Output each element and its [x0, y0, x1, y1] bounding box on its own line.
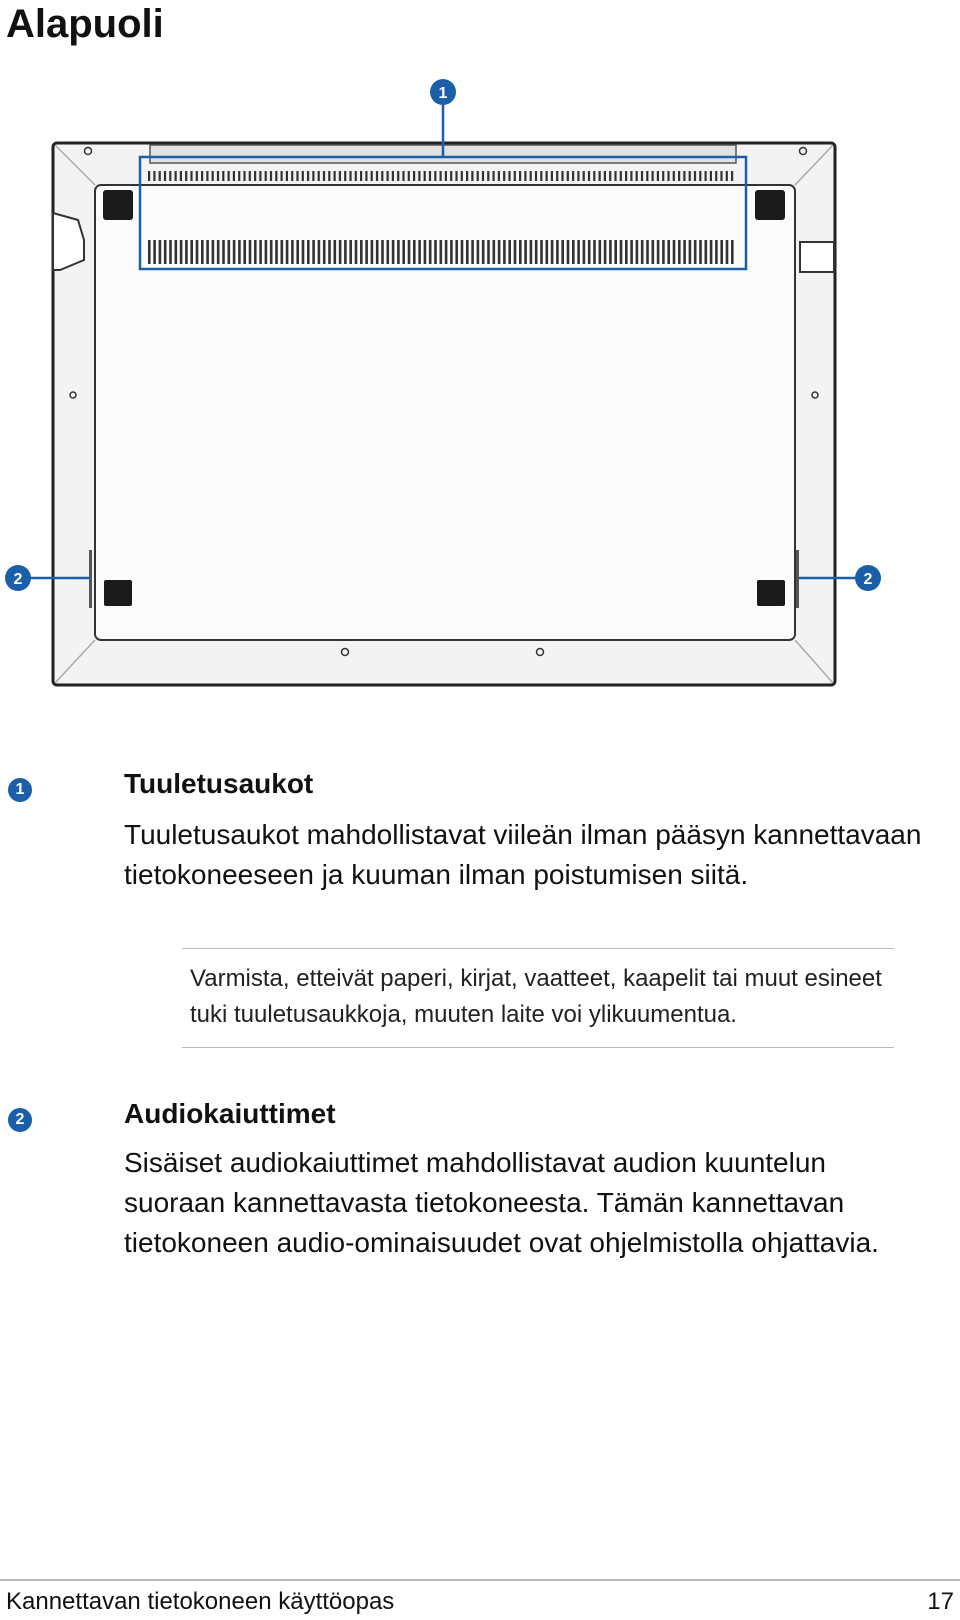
rubber-foot-top-left [103, 190, 133, 220]
vent-slot [233, 240, 236, 264]
vent-slot [604, 171, 606, 181]
footer-rule [0, 1579, 960, 1581]
vent-slot [678, 171, 680, 181]
vent-slot [323, 171, 325, 181]
vent-slot [397, 171, 399, 181]
vent-slot [678, 240, 681, 264]
vent-slot [572, 240, 575, 264]
svg-text:2: 2 [13, 571, 23, 588]
vent-slot [222, 171, 224, 181]
vent-slot [567, 171, 569, 181]
vent-slot [196, 240, 199, 264]
vent-slot [710, 240, 713, 264]
vent-slot [371, 171, 373, 181]
vent-slot [593, 171, 595, 181]
vent-slot [466, 171, 468, 181]
vent-slot [689, 171, 691, 181]
vent-slot [434, 240, 437, 264]
vent-slot [249, 171, 251, 181]
vent-slot [508, 240, 511, 264]
vent-slot [376, 240, 379, 264]
vent-slot [551, 171, 553, 181]
vent-slot [455, 240, 458, 264]
vent-slot [344, 171, 346, 181]
vent-slot [593, 240, 596, 264]
vent-slot [228, 171, 230, 181]
vent-slot [556, 171, 558, 181]
vent-slot [418, 171, 420, 181]
vent-slot [546, 171, 548, 181]
vent-slot [667, 240, 670, 264]
vent-slot [392, 240, 395, 264]
vent-slot [365, 171, 367, 181]
vent-slot [535, 171, 537, 181]
vent-slot [185, 171, 187, 181]
vent-slot [699, 240, 702, 264]
vent-slot [530, 240, 533, 264]
vent-slot [180, 171, 182, 181]
vent-slot [243, 240, 246, 264]
side-port [800, 242, 834, 272]
vent-slot [487, 171, 489, 181]
vent-slot [577, 240, 580, 264]
vent-slot [503, 240, 506, 264]
vent-slot [652, 240, 655, 264]
vent-slot [487, 240, 490, 264]
vent-slot [614, 240, 617, 264]
vent-slot [408, 240, 411, 264]
vent-slot [424, 240, 427, 264]
vent-slot [445, 240, 448, 264]
vent-slot [445, 171, 447, 181]
vent-slot [307, 171, 309, 181]
speaker-right [796, 550, 799, 608]
vent-slot [424, 171, 426, 181]
vent-slot [498, 171, 500, 181]
vent-slot [625, 171, 627, 181]
vent-slot [614, 171, 616, 181]
vent-slot [169, 240, 172, 264]
vent-slot [265, 171, 267, 181]
vent-slot [720, 240, 723, 264]
vent-slot [530, 171, 532, 181]
vent-slot [503, 171, 505, 181]
vent-slot [270, 240, 273, 264]
vent-slot [450, 240, 453, 264]
vent-slot [169, 171, 171, 181]
vent-slot [259, 240, 262, 264]
vent-slot [413, 240, 416, 264]
vent-slot [540, 240, 543, 264]
section-2-badge: 2 [8, 1108, 32, 1132]
vent-slot [243, 171, 245, 181]
rubber-foot-bottom-right [757, 580, 785, 606]
vent-slot [429, 240, 432, 264]
vent-slot [524, 171, 526, 181]
vent-slot [238, 171, 240, 181]
vent-slot [620, 240, 623, 264]
vent-slot [726, 240, 729, 264]
vent-slot [667, 171, 669, 181]
vent-slot [312, 240, 315, 264]
callout-2-right [855, 565, 881, 591]
vent-slot [461, 171, 463, 181]
vent-slot [413, 171, 415, 181]
vent-slot [339, 240, 342, 264]
vent-slot [599, 171, 601, 181]
vent-slot [508, 171, 510, 181]
vent-slot [334, 171, 336, 181]
vent-slot [212, 171, 214, 181]
vent-slot [402, 171, 404, 181]
vent-slot [286, 171, 288, 181]
rubber-foot-top-right [755, 190, 785, 220]
vent-slot [471, 171, 473, 181]
vent-slot [355, 240, 358, 264]
page-title: Alapuoli [6, 2, 164, 46]
vent-slot [349, 240, 352, 264]
vent-slot [731, 240, 734, 264]
vent-slot [440, 171, 442, 181]
vent-slot [551, 240, 554, 264]
vent-slot [620, 171, 622, 181]
vent-slot [519, 240, 522, 264]
vent-slot [376, 171, 378, 181]
vent-slot [609, 240, 612, 264]
svg-text:1: 1 [438, 85, 448, 102]
vent-slot [434, 171, 436, 181]
vent-slot [148, 171, 150, 181]
vent-slot [381, 240, 384, 264]
vent-slot [641, 240, 644, 264]
vent-slot [185, 240, 188, 264]
vent-slot [604, 240, 607, 264]
vent-slot [440, 240, 443, 264]
vent-slot [286, 240, 289, 264]
vent-slot [583, 240, 586, 264]
vent-slot [498, 240, 501, 264]
vent-slot [418, 240, 421, 264]
vent-slot [588, 240, 591, 264]
vent-slot [408, 171, 410, 181]
vent-slot [599, 240, 602, 264]
vent-slot [646, 240, 649, 264]
vent-slot [206, 240, 209, 264]
vent-slot [318, 240, 321, 264]
vent-slot [699, 171, 701, 181]
section-2-text: Sisäiset audiokaiuttimet mahdollistavat audion kuuntelun suoraan kannettavasta tietokoneesta. Tämän kannettavan tietokoneen audio-ominaisuudet ovat ohjelmistolla ohjattavia. [124, 1147, 879, 1258]
vent-slot [291, 240, 294, 264]
vent-slot [477, 171, 479, 181]
vent-slot [312, 171, 314, 181]
vent-slot [334, 240, 337, 264]
vent-slot [657, 171, 659, 181]
vent-slot [387, 171, 389, 181]
vent-slot [190, 240, 193, 264]
vent-slot [249, 240, 252, 264]
vent-slot [493, 240, 496, 264]
vent-slot [201, 240, 204, 264]
vent-slot [265, 240, 268, 264]
vent-slot [281, 171, 283, 181]
vent-slot [519, 171, 521, 181]
vent-slot [455, 171, 457, 181]
vent-slot [636, 240, 639, 264]
vent-slot [657, 240, 660, 264]
vent-slot [466, 240, 469, 264]
vent-slot [164, 240, 167, 264]
vent-slot [196, 171, 198, 181]
vent-slot [291, 171, 293, 181]
vent-slot [561, 240, 564, 264]
section-1-badge: 1 [8, 778, 32, 802]
vent-slot [217, 240, 220, 264]
vent-slot [636, 171, 638, 181]
vent-slot [296, 240, 299, 264]
vent-slot [471, 240, 474, 264]
vent-slot [482, 240, 485, 264]
vent-slot [355, 171, 357, 181]
vent-slot [710, 171, 712, 181]
footer-title: Kannettavan tietokoneen käyttöopas [6, 1588, 395, 1615]
vent-slot [694, 171, 696, 181]
laptop-bottom-diagram [0, 70, 960, 690]
vent-slot [148, 240, 151, 264]
vent-slot [705, 240, 708, 264]
vent-slot [206, 171, 208, 181]
vent-slot [349, 171, 351, 181]
vent-slot [514, 171, 516, 181]
speaker-left [89, 550, 92, 608]
section-1-text: Tuuletusaukot mahdollistavat viileän ilman pääsyn kannettavaan tietokoneeseen ja kuuman ilman poistumisen siitä. [124, 819, 922, 890]
vent-slot [662, 240, 665, 264]
vent-slot [302, 171, 304, 181]
vent-slot [577, 171, 579, 181]
vent-slot [164, 171, 166, 181]
vent-slot [180, 240, 183, 264]
vent-slot [175, 171, 177, 181]
vent-slot [381, 171, 383, 181]
vent-slot [450, 171, 452, 181]
vent-slot [429, 171, 431, 181]
vent-slot [641, 171, 643, 181]
vent-slot [535, 240, 538, 264]
vent-slot [233, 171, 235, 181]
vent-slot [318, 171, 320, 181]
vent-slot [212, 240, 215, 264]
vent-slot [159, 240, 162, 264]
vent-slot [153, 171, 155, 181]
vent-slot [625, 240, 628, 264]
vent-slot [662, 171, 664, 181]
vent-slot [222, 240, 225, 264]
section-1-title: Tuuletusaukot [124, 768, 314, 799]
vent-slot [673, 171, 675, 181]
vent-slot [588, 171, 590, 181]
vent-slot [153, 240, 156, 264]
vent-slot [482, 171, 484, 181]
vent-slot [493, 171, 495, 181]
section-2-title: Audiokaiuttimet [124, 1098, 336, 1129]
vent-slot [190, 171, 192, 181]
vent-slot [387, 240, 390, 264]
vent-slot [360, 171, 362, 181]
vent-slot [365, 240, 368, 264]
vent-slot [159, 171, 161, 181]
vent-slot [726, 171, 728, 181]
vent-slot [397, 240, 400, 264]
vent-slot [694, 240, 697, 264]
svg-text:2: 2 [863, 571, 873, 588]
vent-slot [646, 171, 648, 181]
vent-slot [461, 240, 464, 264]
vent-slot [715, 240, 718, 264]
vent-slot [275, 171, 277, 181]
vent-slot [731, 171, 733, 181]
vent-slot [630, 171, 632, 181]
vent-slot [572, 171, 574, 181]
vent-slot [302, 240, 305, 264]
vent-slot [328, 171, 330, 181]
callout-2-left [5, 565, 31, 591]
vent-slot [254, 240, 257, 264]
vent-slot [689, 240, 692, 264]
vent-slot [556, 240, 559, 264]
vent-slot [323, 240, 326, 264]
callout-1-top [430, 79, 456, 105]
vent-slot [392, 171, 394, 181]
vent-slot [238, 240, 241, 264]
vent-slot [275, 240, 278, 264]
vent-slot [583, 171, 585, 181]
page-number: 17 [927, 1588, 954, 1615]
vent-slot [705, 171, 707, 181]
vent-slot [652, 171, 654, 181]
vent-slot [339, 171, 341, 181]
vent-slot [524, 240, 527, 264]
vent-slot [546, 240, 549, 264]
vent-slot [307, 240, 310, 264]
vent-slot [683, 240, 686, 264]
vent-slot [259, 171, 261, 181]
vent-slot [715, 171, 717, 181]
vent-slot [281, 240, 284, 264]
vent-slot [673, 240, 676, 264]
vent-slot [254, 171, 256, 181]
vent-slot [630, 240, 633, 264]
vent-slot [514, 240, 517, 264]
vent-slot [402, 240, 405, 264]
note-box [182, 948, 894, 1048]
vent-slot [683, 171, 685, 181]
vent-slot [296, 171, 298, 181]
vent-slot [477, 240, 480, 264]
vent-slot [328, 240, 331, 264]
vent-slot [567, 240, 570, 264]
vent-slot [720, 171, 722, 181]
vent-slot [561, 171, 563, 181]
vent-slot [201, 171, 203, 181]
vent-slot [360, 240, 363, 264]
vent-slot [217, 171, 219, 181]
note-text: Varmista, etteivät paperi, kirjat, vaatteet, kaapelit tai muut esineet tuki tuuletusaukkoja, muuten laite voi ylikuumentua. [190, 965, 882, 1028]
vent-slot [371, 240, 374, 264]
vent-slot [540, 171, 542, 181]
vent-slot [175, 240, 178, 264]
vent-slot [609, 171, 611, 181]
vent-slot [344, 240, 347, 264]
vent-slot [270, 171, 272, 181]
rubber-foot-bottom-left [104, 580, 132, 606]
vent-slot [228, 240, 231, 264]
